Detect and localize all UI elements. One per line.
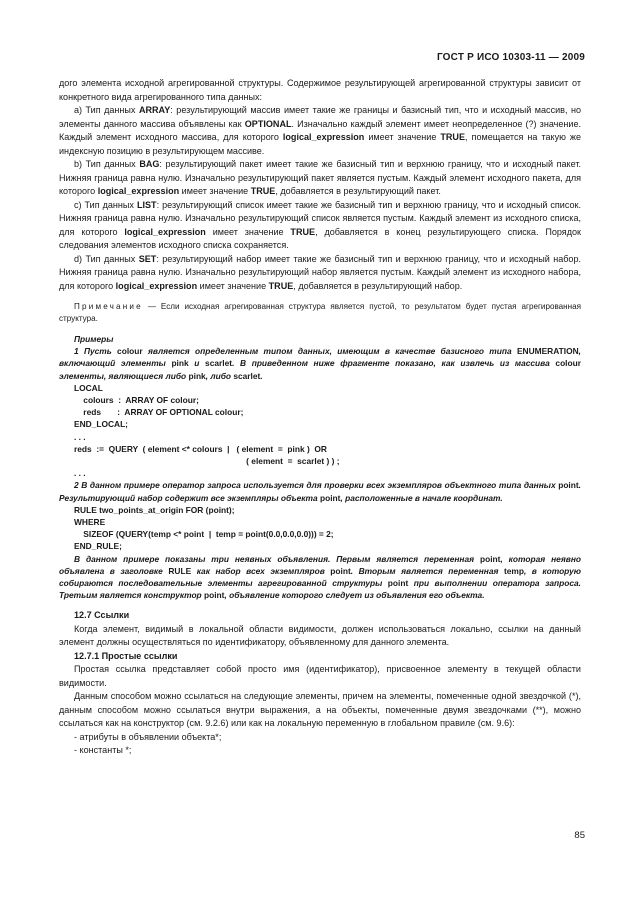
paragraph-12-7: Когда элемент, видимый в локальной области видимости, должен использоваться локально, ссылки на данный элемент должны осуществляться по идентификатору, объявленному для данного элемента. <box>59 623 581 648</box>
code-line: WHERE <box>74 517 106 528</box>
code-line: RULE two_points_at_origin FOR (point); <box>74 504 235 515</box>
document-body <box>59 77 581 758</box>
code-line: reds := QUERY ( element <* colours | ( element = pink ) OR <box>74 443 327 454</box>
paragraph-bag: b) Тип данных BAG: результирующий пакет имеет такие же базисный тип и верхнюю границу, что и исходный пакет. Нижняя граница равна нулю. Изначально результирующий пакет является пустым. Каждый элемент исходного пакета, для которого logical_expression имеет значение TRUE, добавляется в результирующий пакет. <box>59 159 582 196</box>
code-block-1 <box>59 382 581 480</box>
code-line: colours : ARRAY OF colour; <box>74 395 199 406</box>
paragraph-12-7-1-a: Простая ссылка представляет собой просто имя (идентификатор), присвоенное элементу в текущей области видимости. <box>59 664 581 688</box>
example-2: 2 В данном примере оператор запроса используется для проверки всех экземпляров объектного типа данных point. Результирующий набор содержит все экземпляры объекта point, расположенные в начале координат. <box>59 480 581 503</box>
page-number: 85 <box>574 830 585 841</box>
code-line: . . . <box>74 468 86 479</box>
code-line: reds : ARRAY OF OPTIONAL colour; <box>74 407 244 418</box>
example-3: В данном примере показаны три неявных объявления. Первым является переменная point, которая неявно объявлена в заголовке RULE как набор всех экземпляров point. Вторым является переменная temp, в которую собираются последовательные элементы агрегированной структуры point при выполнении оператора запроса. Третьим является конструктор point, объявление которого следует из объявления его объекта. <box>59 553 581 601</box>
page-header: ГОСТ Р ИСО 10303-11 — 2009 <box>436 52 585 63</box>
list-item: - атрибуты в объявлении объекта*; <box>74 731 222 742</box>
paragraph-12-7-1-b: Данным способом можно ссылаться на следующие элементы, причем на элементы, помеченные одной звездочкой (*), данным способом можно ссылаться внутри выражения, а на объекты, помеченные двумя звездочками (**), можно ссылаться как на конструктор (см. 9.2.6) или как на локальную переменную в глобальном правиле (см. 9.6): <box>59 691 581 729</box>
code-line: SIZEOF (QUERY(temp <* point | temp = point(0.0,0.0,0.0))) = 2; <box>74 529 334 540</box>
example-1: 1 Пусть colour является определенным типом данных, имеющим в качестве базисного типа ENUMERATION, включающий элементы pink и scarlet. В приведенном ниже фрагменте показано, как извлечь из массива colour элементы, являющиеся либо pink, либо scarlet. <box>59 346 581 381</box>
section-heading-12-7: 12.7 Ссылки <box>74 610 130 621</box>
code-line: END_RULE; <box>74 541 122 552</box>
examples-title: Примеры <box>74 334 114 344</box>
paragraph-array: a) Тип данных ARRAY: результирующий массив имеет такие же границы и базисный тип, что и исходный массив, но элементы данного массива объявлены как OPTIONAL. Изначально каждый элемент имеет неопределенное (?) значение. Каждый элемент исходного массива, для которого logical_expression имеет значение TRUE, помещается на такую же индексную позицию в результирующем массиве. <box>59 105 582 156</box>
code-line: . . . <box>74 431 86 442</box>
list-item: - константы *; <box>74 745 132 756</box>
code-line: END_LOCAL; <box>74 419 128 430</box>
paragraph-continued: дого элемента исходной агрегированной структуры. Содержимое результирующей агрегированной структуры зависит от конкретного вида агрегированного типа данных: <box>59 78 581 102</box>
paragraph-list: c) Тип данных LIST: результирующий список имеет такие же базисный тип и верхнюю границу, что и исходный список. Нижняя граница равна нулю. Изначально результирующий список является пустым. Каждый элемент из исходного списка, для которого logical_expression имеет значение TRUE, добавляется в конец результирующего списка. Порядок следования элементов исходного списка сохраняется. <box>59 199 581 250</box>
section-heading-12-7-1: 12.7.1 Простые ссылки <box>74 650 178 661</box>
code-line: LOCAL <box>74 382 103 393</box>
code-line: ( element = scarlet ) ) ; <box>74 456 340 467</box>
note: Примечание — Если исходная агрегированная структура является пустой, то результатом будет пустая агрегированная структура. <box>59 302 581 323</box>
code-block-2 <box>59 504 581 553</box>
paragraph-set: d) Тип данных SET: результирующий набор имеет такие же базисный тип и верхнюю границу, что и исходный набор. Нижняя граница равна нулю. Изначально результирующий набор является пустым. Каждый элемент из исходного набора, для которого logical_expression имеет значение TRUE, добавляется в результирующий набор. <box>59 253 581 291</box>
